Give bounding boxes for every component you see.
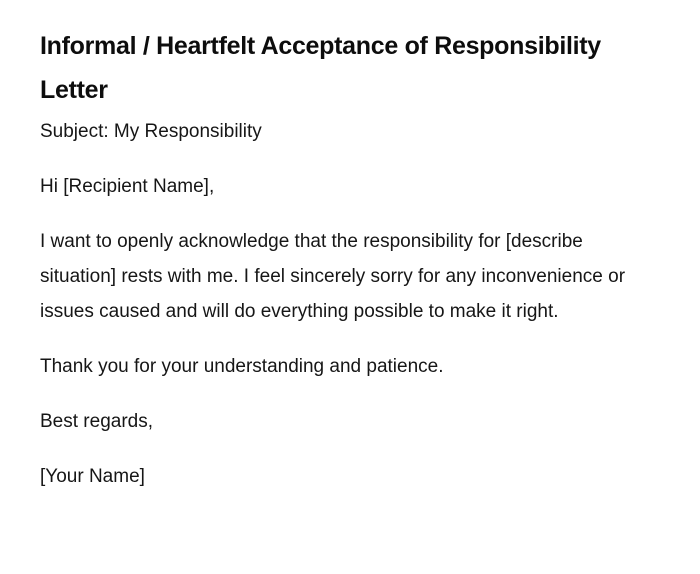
letter-title: Informal / Heartfelt Acceptance of Responsibility Letter	[40, 32, 601, 104]
letter-thanks: Thank you for your understanding and patience.	[40, 356, 444, 377]
letter-greeting: Hi [Recipient Name],	[40, 176, 215, 197]
letter-subject: Subject: My Responsibility	[40, 121, 262, 142]
letter-closing: Best regards,	[40, 411, 153, 432]
letter-signature: [Your Name]	[40, 466, 145, 487]
letter-body: I want to openly acknowledge that the responsibility for [describe situation] rests with me. I feel sincerely sorry for any inconvenience or issues caused and will do everything possible to make it right.	[40, 231, 626, 322]
